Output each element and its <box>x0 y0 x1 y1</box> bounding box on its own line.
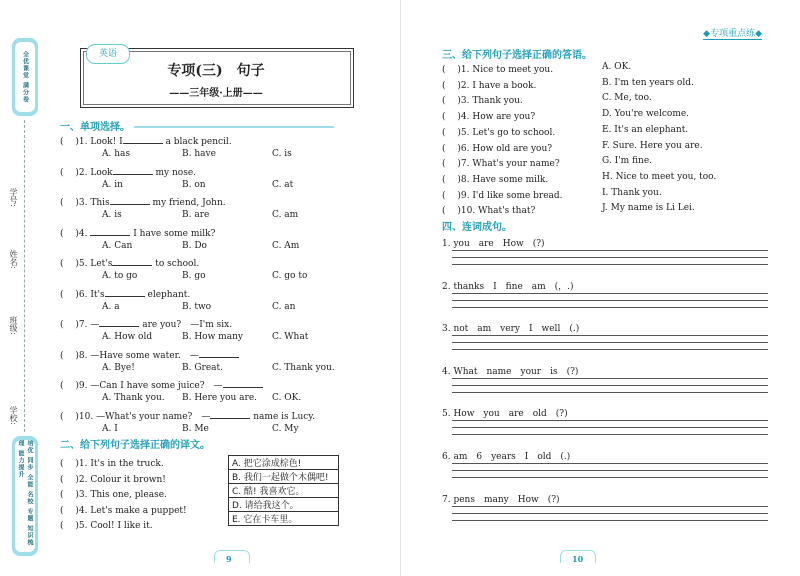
option-b[interactable]: B. on <box>182 179 206 190</box>
option-b[interactable]: B. go <box>182 271 206 281</box>
section-3-title: 三、给下列句子选择正确的答语。 <box>442 50 592 61</box>
section-4-title: 四、连词成句。 <box>442 222 512 233</box>
response-option[interactable]: J. My name is Li Lei. <box>602 203 695 214</box>
answer-line[interactable] <box>452 506 768 507</box>
option-a[interactable]: A. in <box>102 179 123 190</box>
question-row <box>60 348 239 361</box>
answer-line[interactable] <box>452 513 768 514</box>
translation-row <box>229 512 339 526</box>
option-a[interactable]: A. has <box>102 149 131 159</box>
answer-line[interactable] <box>452 477 768 478</box>
field-name: 姓名: <box>9 250 18 269</box>
question-number: ( )5. <box>60 521 88 531</box>
question-number: ( )4. <box>60 228 88 239</box>
answer-blank[interactable] <box>223 387 263 388</box>
answer-blank[interactable] <box>199 357 239 358</box>
question-number: ( )2. <box>60 474 88 485</box>
question-row <box>60 226 215 239</box>
question-text: Cool! I like it. <box>90 521 153 531</box>
option-b[interactable]: B. have <box>182 149 216 159</box>
question-number: ( )2. <box>442 80 470 91</box>
response-option[interactable]: A. OK. <box>602 62 632 72</box>
answer-line[interactable] <box>452 349 768 350</box>
answer-blank[interactable] <box>123 143 163 144</box>
answer-line[interactable] <box>452 250 768 251</box>
question-number: ( )10. <box>442 206 476 217</box>
page-number-left <box>226 554 232 564</box>
question-text-pre: It's <box>90 289 105 300</box>
translation-a: A. 把它涂成棕色! <box>229 456 339 470</box>
side-cap-bottom <box>12 436 38 556</box>
question-text-post: elephant. <box>147 289 191 300</box>
question-number: ( )1. <box>442 65 470 75</box>
word-order-question: 4. What name your is (?) <box>442 366 579 377</box>
translation-question <box>60 472 166 485</box>
question-row <box>60 134 232 147</box>
word-order-question: 6. am 6 years I old (.) <box>442 452 571 462</box>
question-number: ( )1. <box>60 137 88 147</box>
response-option[interactable]: B. I'm ten years old. <box>602 77 694 88</box>
answer-line[interactable] <box>452 300 768 301</box>
option-c[interactable]: C. at <box>272 179 294 190</box>
answer-line[interactable] <box>452 335 768 336</box>
question-number: ( )9. <box>60 381 88 391</box>
question-text: What's your name? <box>472 159 560 170</box>
header-badge: ◆专项重点练◆ <box>703 26 762 40</box>
cut-line <box>24 120 26 432</box>
question-number: ( )10. <box>60 411 94 422</box>
field-class: 班级: <box>9 316 18 335</box>
response-option[interactable]: C. Me, too. <box>602 93 652 104</box>
page-number-right-value: 10 <box>572 554 584 564</box>
section-2-heading <box>60 436 210 451</box>
response-question <box>442 203 535 216</box>
translation-c: C. 酷! 我喜欢它。 <box>229 484 339 498</box>
side-caption-top: 全优课堂 满分卷 <box>15 42 35 112</box>
answer-line[interactable] <box>452 434 768 435</box>
option-c[interactable]: C. am <box>272 210 299 220</box>
translation-question <box>60 487 167 500</box>
question-number: ( )9. <box>442 190 470 201</box>
answer-line[interactable] <box>452 427 768 428</box>
question-number: ( )6. <box>60 289 88 300</box>
answer-line[interactable] <box>452 293 768 294</box>
section-1-heading <box>60 118 334 133</box>
question-row <box>60 195 226 208</box>
question-text: Let's make a puppet! <box>90 505 187 516</box>
option-a[interactable]: A. How old <box>102 332 153 342</box>
option-c[interactable]: C. is <box>272 149 292 159</box>
question-text-post: to school. <box>155 259 200 269</box>
question-text: How old are you? <box>472 143 553 154</box>
question-text: Let's go to school. <box>472 127 556 138</box>
section-bar <box>134 126 334 128</box>
question-text-post: my friend, John. <box>152 198 226 208</box>
answer-line[interactable] <box>452 520 768 521</box>
option-c[interactable]: C. Thank you. <box>272 362 335 373</box>
response-question <box>442 156 560 169</box>
option-b[interactable]: B. Here you are. <box>182 393 258 403</box>
response-question <box>442 141 552 154</box>
question-row <box>60 256 199 269</box>
answer-line[interactable] <box>452 257 768 258</box>
answer-blank[interactable] <box>112 265 152 266</box>
question-number: ( )3. <box>60 490 88 500</box>
question-number: ( )7. <box>60 320 88 330</box>
option-b[interactable]: B. are <box>182 210 210 220</box>
response-option[interactable]: H. Nice to meet you, too. <box>602 171 717 182</box>
question-text: It's in the truck. <box>90 459 164 469</box>
question-number: ( )4. <box>60 505 88 516</box>
word-order-question: 1. you are How (?) <box>442 239 545 249</box>
section-3-heading <box>442 46 592 61</box>
question-text: This one, please. <box>90 490 167 500</box>
word-order-question: 2. thanks I fine am (，.) <box>442 281 574 292</box>
translation-table <box>228 455 339 526</box>
question-number: ( )3. <box>442 96 470 107</box>
option-b[interactable]: B. Me <box>182 423 209 434</box>
option-a[interactable]: A. Thank you. <box>102 393 165 403</box>
answer-blank[interactable] <box>210 418 250 419</box>
translation-e: E. 它在卡车里。 <box>232 515 298 525</box>
option-a[interactable]: A. is <box>102 210 122 220</box>
option-b[interactable]: B. two <box>182 301 212 312</box>
question-text-pre: —What's your name? — <box>96 411 211 422</box>
option-b[interactable]: B. Great. <box>182 362 223 373</box>
answer-line[interactable] <box>452 378 768 379</box>
question-row <box>60 287 190 300</box>
question-text-pre: — <box>90 320 100 330</box>
option-c[interactable]: C. Am <box>272 240 300 251</box>
answer-line[interactable] <box>452 470 768 471</box>
question-text: Have some milk. <box>472 174 549 185</box>
question-number: ( )3. <box>60 198 88 208</box>
question-text: Thank you. <box>472 96 523 107</box>
response-option[interactable]: I. Thank you. <box>602 187 662 198</box>
response-option[interactable]: E. It's an elephant. <box>602 124 689 135</box>
word-order-question: 5. How you are old (?) <box>442 409 568 420</box>
word-order-question: 7. pens many How (?) <box>442 494 560 505</box>
question-text-pre: —Can I have some juice? — <box>90 381 223 391</box>
section-2-title: 二、给下列句子选择正确的译文。 <box>60 440 210 451</box>
answer-blank[interactable] <box>90 235 130 236</box>
question-text-pre: Look! I <box>90 137 123 147</box>
question-row <box>60 409 315 422</box>
grade-label: ——三年级·上册—— <box>169 88 263 99</box>
question-number: ( )8. <box>60 350 88 361</box>
option-a[interactable]: A. to go <box>102 271 138 281</box>
page-number-wing <box>560 550 596 563</box>
option-a[interactable]: A. Can <box>102 240 133 251</box>
answer-line[interactable] <box>452 264 768 265</box>
option-c[interactable]: C. What <box>272 332 309 342</box>
translation-d: D. 请给我这个。 <box>229 498 339 512</box>
question-text-pre: Look <box>90 167 113 178</box>
response-question <box>442 188 563 201</box>
question-text: I have a book. <box>472 80 537 91</box>
option-b[interactable]: B. Do <box>182 240 207 251</box>
option-b[interactable]: B. How many <box>182 332 243 342</box>
answer-blank[interactable] <box>110 204 150 205</box>
response-question <box>442 125 555 138</box>
question-text: I'd like some bread. <box>472 190 563 201</box>
translation-row <box>229 456 339 470</box>
option-c[interactable]: C. go to <box>272 271 308 281</box>
answer-blank[interactable] <box>113 174 153 175</box>
page-number-left-value: 9 <box>226 554 232 564</box>
answer-blank[interactable] <box>99 326 139 327</box>
answer-line[interactable] <box>452 463 768 464</box>
translation-row <box>229 484 339 498</box>
response-option[interactable]: D. You're welcome. <box>602 109 690 120</box>
question-text-post: I have some milk? <box>133 228 216 239</box>
response-question <box>442 78 536 91</box>
question-text: Colour it brown! <box>90 474 166 485</box>
right-page <box>400 0 800 576</box>
option-c[interactable]: C. an <box>272 301 296 312</box>
translation-question <box>60 518 153 531</box>
response-question <box>442 172 548 185</box>
subject-badge: 英语 <box>86 44 130 64</box>
question-text: How are you? <box>472 112 536 123</box>
question-text-post: name is Lucy. <box>253 411 316 422</box>
question-number: ( )6. <box>442 143 470 154</box>
field-school: 学校: <box>9 406 18 425</box>
answer-blank[interactable] <box>105 296 145 297</box>
answer-line[interactable] <box>452 342 768 343</box>
page-title: 专项(三) 句子 <box>167 63 265 79</box>
question-text-post: a black pencil. <box>165 137 232 147</box>
question-row <box>60 317 232 330</box>
section-1-title: 一、单项选择。 <box>60 122 130 133</box>
question-number: ( )2. <box>60 167 88 178</box>
question-text-pre: —Have some water. — <box>90 350 199 361</box>
question-number: ( )5. <box>442 127 470 138</box>
option-a[interactable]: A. Bye! <box>102 362 135 373</box>
response-question <box>442 62 553 75</box>
question-number: ( )7. <box>442 159 470 170</box>
option-c[interactable]: C. My <box>272 423 299 434</box>
question-row <box>60 165 196 178</box>
response-option[interactable]: F. Sure. Here you are. <box>602 140 703 151</box>
translation-row <box>229 470 339 484</box>
translation-question <box>60 456 164 469</box>
option-c[interactable]: C. OK. <box>272 393 302 403</box>
option-a[interactable]: A. a <box>102 301 120 312</box>
translation-b: B. 我们一起做个木偶吧! <box>229 470 339 484</box>
side-cap-top <box>12 38 38 116</box>
word-order-question: 3. not am very I well (.) <box>442 324 580 335</box>
question-number: ( )4. <box>442 112 470 123</box>
response-question <box>442 93 523 106</box>
question-number: ( )1. <box>60 459 88 469</box>
option-a[interactable]: A. I <box>102 423 118 434</box>
answer-line[interactable] <box>452 392 768 393</box>
question-text-post: my nose. <box>155 167 197 178</box>
question-text-post: are you? —I'm six. <box>142 320 233 330</box>
translation-question <box>60 503 187 516</box>
question-text-pre: This <box>90 198 110 208</box>
question-text-pre: Let's <box>90 259 113 269</box>
question-text: Nice to meet you. <box>472 65 554 75</box>
answer-line[interactable] <box>452 307 768 308</box>
field-student-id: 学号: <box>9 188 18 207</box>
section-4-heading <box>442 218 512 233</box>
answer-line[interactable] <box>452 420 768 421</box>
translation-row <box>229 498 339 512</box>
side-caption-bottom: 培优 同步 全能 名校 专题 知识梳理 能力提升 <box>15 440 35 552</box>
question-number: ( )8. <box>442 174 470 185</box>
side-strip <box>8 38 38 558</box>
response-question <box>442 109 535 122</box>
question-number: ( )5. <box>60 259 88 269</box>
page-number-right <box>572 554 583 564</box>
response-option[interactable]: G. I'm fine. <box>602 156 653 167</box>
page-number-wing <box>214 550 250 563</box>
answer-line[interactable] <box>452 385 768 386</box>
question-row <box>60 378 263 391</box>
question-text: What's that? <box>478 206 536 217</box>
